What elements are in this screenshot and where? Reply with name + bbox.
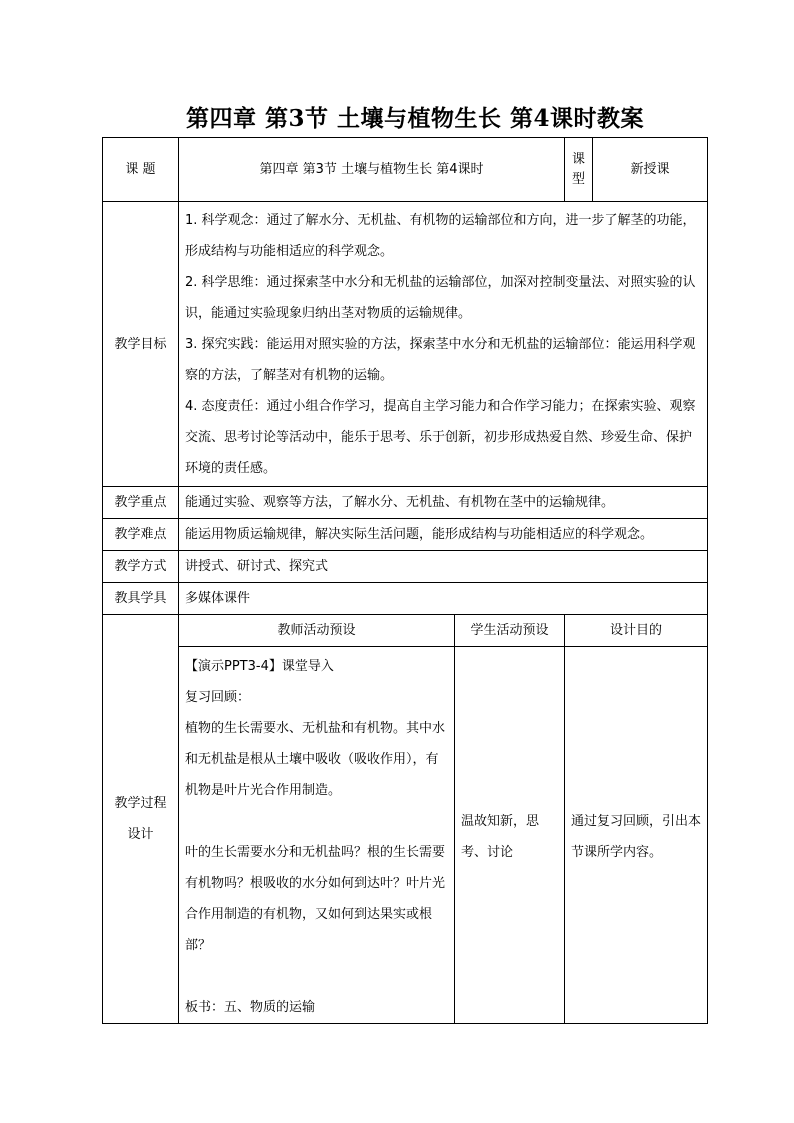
teacher-activity-line: 叶的生长需要水分和无机盐吗？根的生长需要有机物吗？根吸收的水分如何到达叶？叶片光合作用制造的有机物，又如何到达果实或根部？ — [185, 845, 446, 953]
objective-item: 4. 态度责任：通过小组合作学习，提高自主学习能力和合作学习能力；在探索实验、观察交流、思考讨论等活动中，能乐于思考、乐于创新，初步形成热爱自然、珍爱生命、保护环境的责任感。 — [185, 398, 696, 476]
teacher-activity-line: 【演示PPT3-4】课堂导入 — [185, 659, 334, 674]
objective-item: 2. 科学思维：通过探索茎中水分和无机盐的运输部位，加深对控制变量法、对照实验的认识，能通过实验现象归纳出茎对物质的运输规律。 — [185, 274, 696, 321]
objective-item: 1. 科学观念：通过了解水分、无机盐、有机物的运输部位和方向，进一步了解茎的功能，形成结构与功能相适应的科学观念。 — [185, 212, 696, 259]
lesson-type-value: 新授课 — [593, 138, 708, 202]
difficulties-label: 教学难点 — [103, 519, 179, 551]
key-points-row — [103, 487, 708, 519]
blank-line — [185, 961, 448, 992]
student-activity-header: 学生活动预设 — [455, 615, 565, 647]
process-label-line2: 设计 — [127, 827, 154, 842]
process-content-row — [103, 647, 708, 1024]
design-purpose-cell: 通过复习回顾，引出本节课所学内容。 — [565, 647, 708, 1024]
methods-label: 教学方式 — [103, 551, 179, 583]
objective-item: 3. 探究实践：能运用对照实验的方法，探索茎中水分和无机盐的运输部位：能运用科学观察的方法，了解茎对有机物的运输。 — [185, 336, 696, 383]
design-purpose-header: 设计目的 — [565, 615, 708, 647]
lesson-type-label: 课型 — [565, 138, 593, 202]
difficulties-value: 能运用物质运输规律，解决实际生活问题，能形成结构与功能相适应的科学观念。 — [179, 519, 708, 551]
process-label-line1: 教学过程 — [114, 796, 167, 811]
teacher-activity-line: 植物的生长需要水、无机盐和有机物。其中水和无机盐是根从土壤中吸收（吸收作用），有机物是叶片光合作用制造。 — [185, 721, 446, 798]
tools-value: 多媒体课件 — [179, 583, 708, 615]
objectives-label: 教学目标 — [103, 202, 179, 487]
blank-line — [185, 806, 448, 837]
tools-row — [103, 583, 708, 615]
document-title: 第四章 第3节 土壤与植物生长 第4课时教案 — [185, 105, 645, 132]
methods-value: 讲授式、研讨式、探究式 — [179, 551, 708, 583]
teacher-activity-cell — [179, 647, 455, 1024]
objectives-row — [103, 202, 708, 487]
process-header-row — [103, 615, 708, 647]
teacher-activity-line: 复习回顾： — [185, 690, 251, 705]
key-points-label: 教学重点 — [103, 487, 179, 519]
difficulties-row — [103, 519, 708, 551]
topic-value: 第四章 第3节 土壤与植物生长 第4课时 — [179, 138, 565, 202]
topic-label: 课 题 — [103, 138, 179, 202]
methods-row — [103, 551, 708, 583]
student-activity-cell: 温故知新，思考、讨论 — [455, 647, 565, 1024]
teacher-activity-header: 教师活动预设 — [179, 615, 455, 647]
teacher-activity-line: 板书：五、物质的运输 — [185, 1000, 316, 1015]
objectives-content — [179, 202, 708, 487]
tools-label: 教具学具 — [103, 583, 179, 615]
topic-row — [103, 138, 708, 202]
process-label — [103, 615, 179, 1024]
lesson-plan-table — [102, 137, 708, 1024]
key-points-value: 能通过实验、观察等方法，了解水分、无机盐、有机物在茎中的运输规律。 — [179, 487, 708, 519]
